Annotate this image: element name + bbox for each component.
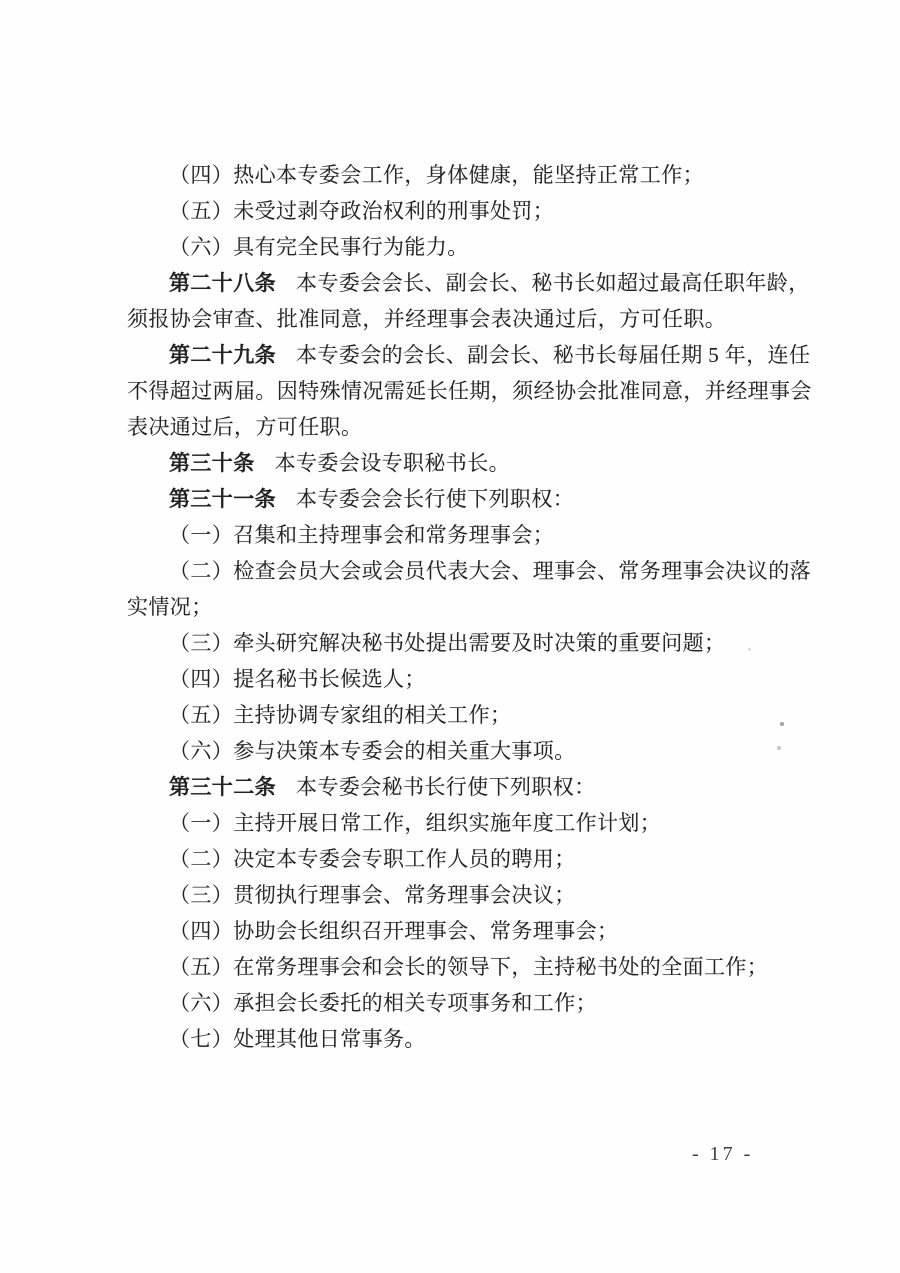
text-line: [127, 157, 807, 193]
text-line: [127, 661, 807, 697]
text-line: [127, 301, 807, 337]
line-text: （六）承担会长委托的相关专项事务和工作；: [169, 991, 597, 1015]
line-text: 实情况；: [127, 595, 213, 619]
text-line: [127, 517, 807, 553]
line-text: （四）协助会长组织召开理事会、常务理事会；: [169, 919, 619, 943]
article-number: 第三十二条: [169, 775, 276, 799]
text-line: [127, 877, 807, 913]
text-line: [127, 229, 807, 265]
line-text: （二）决定本专委会专职工作人员的聘用；: [169, 847, 576, 871]
line-text: 本专委会会长行使下列职权：: [296, 487, 575, 511]
line-text: （六）具有完全民事行为能力。: [169, 235, 469, 259]
line-text: （四）热心本专委会工作，身体健康，能坚持正常工作；: [169, 163, 704, 187]
line-text: （五）主持协调专家组的相关工作；: [169, 703, 512, 727]
text-line: [127, 589, 807, 625]
article-number: 第三十一条: [169, 487, 276, 511]
text-line: [127, 985, 807, 1021]
line-text: （四）提名秘书长候选人；: [169, 667, 426, 691]
article-number: 第二十九条: [169, 343, 276, 367]
line-text: （五）未受过剥夺政治权利的刑事处罚；: [169, 199, 555, 223]
line-text: 本专委会设专职秘书长。: [274, 451, 511, 475]
text-line: [127, 841, 807, 877]
document-body: [127, 157, 812, 1057]
page-number: - 17 -: [692, 1143, 754, 1165]
line-text: 表决通过后，方可任职。: [127, 415, 363, 439]
text-line: [127, 805, 807, 841]
line-text: （五）在常务理事会和会长的领导下，主持秘书处的全面工作；: [169, 955, 769, 979]
text-line: [127, 1021, 807, 1057]
line-text: 本专委会秘书长行使下列职权：: [296, 775, 596, 799]
article-heading-line: [127, 337, 811, 373]
line-text: 本专委会的会长、副会长、秘书长每届任期 5 年，连任: [296, 343, 811, 367]
text-line: [127, 733, 807, 769]
line-text: （二）检查会员大会或会员代表大会、理事会、常务理事会决议的落: [169, 559, 811, 583]
line-text: （三）贯彻执行理事会、常务理事会决议；: [169, 883, 576, 907]
line-text: （一）召集和主持理事会和常务理事会；: [169, 523, 555, 547]
text-line: [127, 625, 807, 661]
article-heading-line: [127, 481, 807, 517]
line-text: 须报协会审查、批准同意，并经理事会表决通过后，方可任职。: [127, 307, 727, 331]
article-heading-line: [127, 769, 807, 805]
text-line: [127, 409, 807, 445]
article-heading-line: [127, 265, 810, 301]
text-line: [127, 949, 807, 985]
line-text: （一）主持开展日常工作，组织实施年度工作计划；: [169, 811, 662, 835]
line-text: （三）牵头研究解决秘书处提出需要及时决策的重要问题；: [169, 631, 726, 655]
text-line: [127, 553, 811, 589]
scan-speck: [748, 648, 751, 651]
line-text: 不得超过两届。因特殊情况需延长任期，须经协会批准同意，并经理事会: [127, 379, 812, 403]
text-line: [127, 913, 807, 949]
article-number: 第二十八条: [169, 271, 276, 295]
text-line: [127, 697, 807, 733]
line-text: （七）处理其他日常事务。: [169, 1027, 426, 1051]
text-line: [127, 193, 807, 229]
text-line: [127, 373, 812, 409]
article-number: 第三十条: [169, 451, 255, 475]
article-heading-line: [127, 445, 807, 481]
line-text: （六）参与决策本专委会的相关重大事项。: [169, 739, 576, 763]
scan-speck: [777, 746, 781, 750]
scan-speck: [780, 722, 784, 726]
line-text: 本专委会会长、副会长、秘书长如超过最高任职年龄，: [296, 271, 810, 295]
